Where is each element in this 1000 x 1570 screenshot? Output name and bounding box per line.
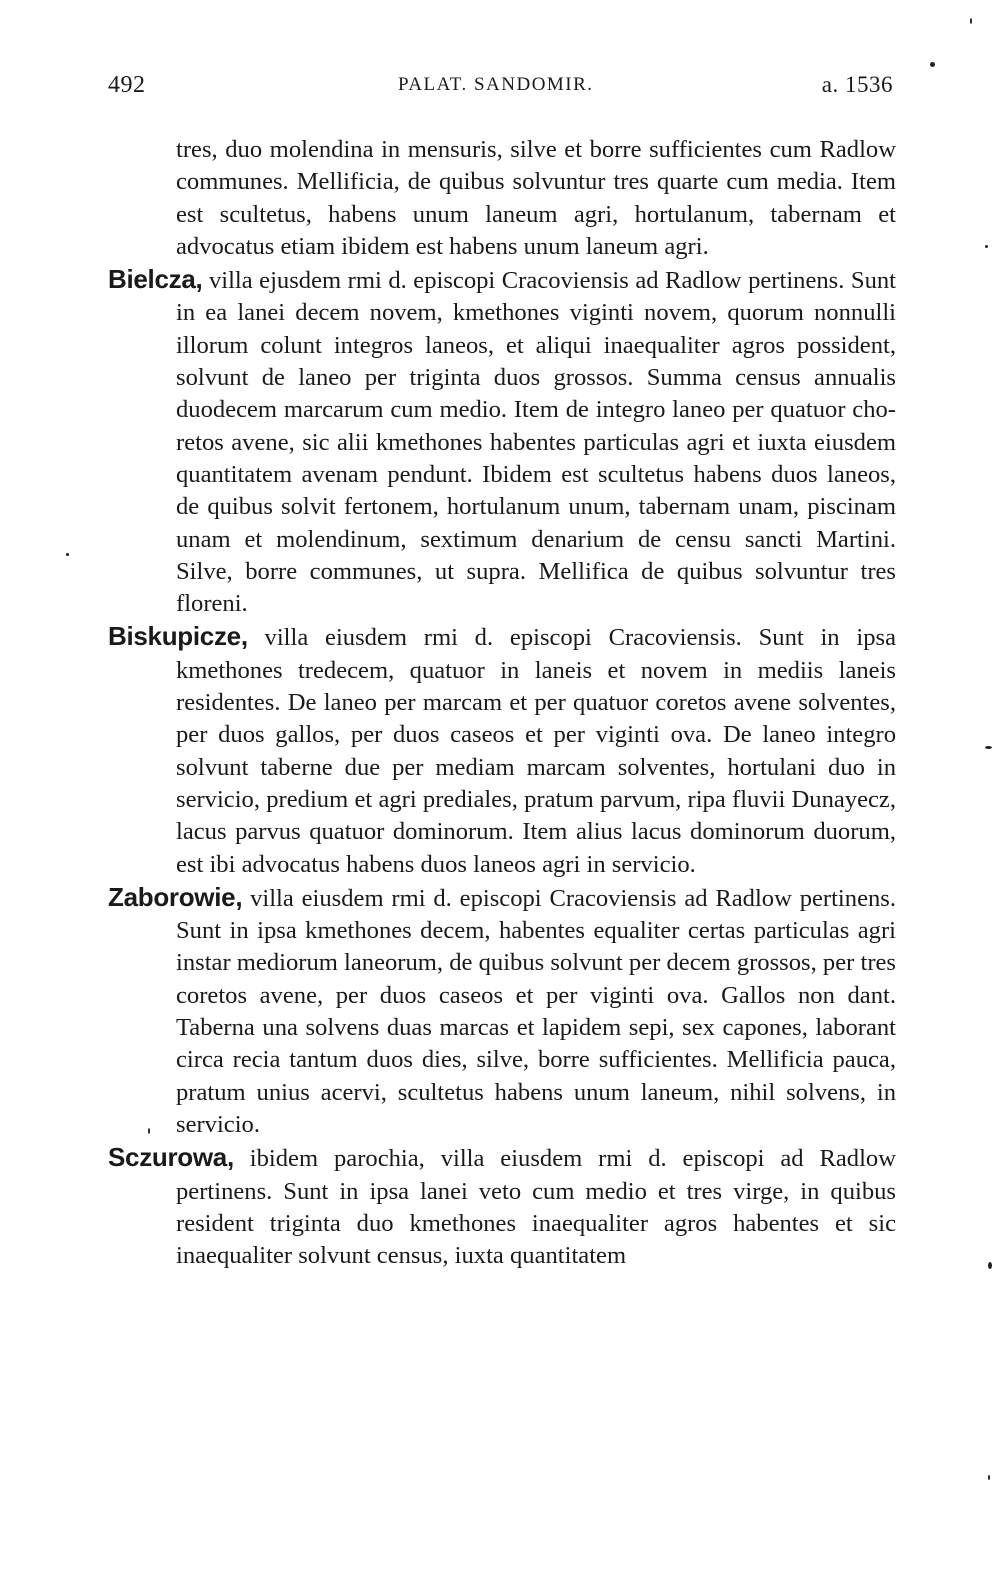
entry-bielcza bbox=[108, 263, 896, 620]
entry-zaborowie bbox=[108, 881, 896, 1141]
entry-heading: Zaborowie, bbox=[108, 881, 243, 912]
page-body bbox=[108, 134, 896, 1272]
year-label: a. 1536 bbox=[821, 72, 893, 97]
entry-text: villa eiusdem rmi d. episcopi Cracoviensis ad Radlow pertinens. Sunt in ipsa kmethones decem, habentes equaliter certas particulas agri instar mediorum laneorum, de quibus solvunt per decem grossos, per tres coretos avene, per duos caseos et per viginti ova. Gallos non dant. Taberna una solvens duas marcas et lapidem sepi, sex capones, laborant circa recia tantum duos dies, silve, borre sufficientes. Mellificia pauca, pratum unius acervi, scultetus habens unum laneum, nihil solvens, in servicio. bbox=[176, 884, 896, 1138]
scan-speck bbox=[970, 18, 972, 24]
page-number: 492 bbox=[108, 72, 146, 98]
scan-speck bbox=[66, 553, 69, 556]
entry-heading: Biskupicze, bbox=[108, 621, 248, 652]
entry-continuation bbox=[108, 134, 896, 263]
scan-speck bbox=[985, 746, 992, 749]
scan-speck bbox=[148, 1128, 150, 1134]
entry-heading: Bielcza, bbox=[108, 264, 203, 295]
entry-text: ibidem parochia, villa eiusdem rmi d. episcopi ad Radlow pertinens. Sunt in ipsa lanei veto cum medio et tres virge, in quibus resident triginta duo kmethones inaequaliter agros habentes et sic inaequaliter solvunt census, iuxta quantitatem bbox=[176, 1145, 896, 1270]
entry-text: villa eiusdem rmi d. episcopi Cracoviensis. Sunt in ipsa kmethones tredecem, quatuor in laneis et novem in mediis laneis residentes. De laneo per marcam et per quatuor coretos avene solventes, per duos gallos, per duos caseos et per viginti ova. De laneo integro solvunt taberne due per mediam marcam solventes, hortulani duo in servicio, predium et agri prediales, pratum parvum, ripa fluvii Dunayecz, lacus parvus quatuor dominorum. Item alius lacus dominorum duorum, est ibi advocatus habens duos laneos agri in servicio. bbox=[176, 624, 896, 878]
scan-speck bbox=[930, 62, 935, 67]
entry-heading: Sczurowa, bbox=[108, 1142, 234, 1173]
scan-speck bbox=[985, 245, 988, 248]
entry-biskupicze bbox=[108, 620, 896, 880]
scan-speck bbox=[988, 1475, 990, 1480]
entry-text: tres, duo molendina in mensuris, silve et borre sufficientes cum Radlow communes. Mellificia, de quibus solvuntur tres quarte cum media. Item est scultetus, habens unum laneum agri, hortulanum, tabernam et advocatus etiam ibidem est habens unum laneum agri. bbox=[176, 136, 896, 260]
entry-text: villa ejusdem rmi d. episcopi Cracoviensis ad Radlow pertinens. Sunt in ea lanei decem novem, kmethones viginti novem, quorum nonnulli illorum colunt integros laneos, et aliqui inaequaliter agros possident, solvunt de laneo per triginta duos grossos. Summa census annualis duodecem marcarum cum medio. Item de integro laneo per quatuor choretos avene, sic alii kmethones habentes particulas agri et iuxta eiusdem quantitatem avenam pendunt. Ibidem est scultetus habens duos laneos, de quibus solvit fertonem, hortulanum unum, tabernam unam, piscinam unam et molendinum, sextimum denarium de censu sancti Martini. Silve, borre communes, ut supra. Mellifica de quibus solvuntur tres floreni. bbox=[176, 267, 896, 618]
entry-sczurowa bbox=[108, 1141, 896, 1272]
running-head: PALAT. SANDOMIR. bbox=[398, 74, 594, 95]
page-header bbox=[108, 72, 893, 108]
scan-speck bbox=[988, 1262, 992, 1269]
